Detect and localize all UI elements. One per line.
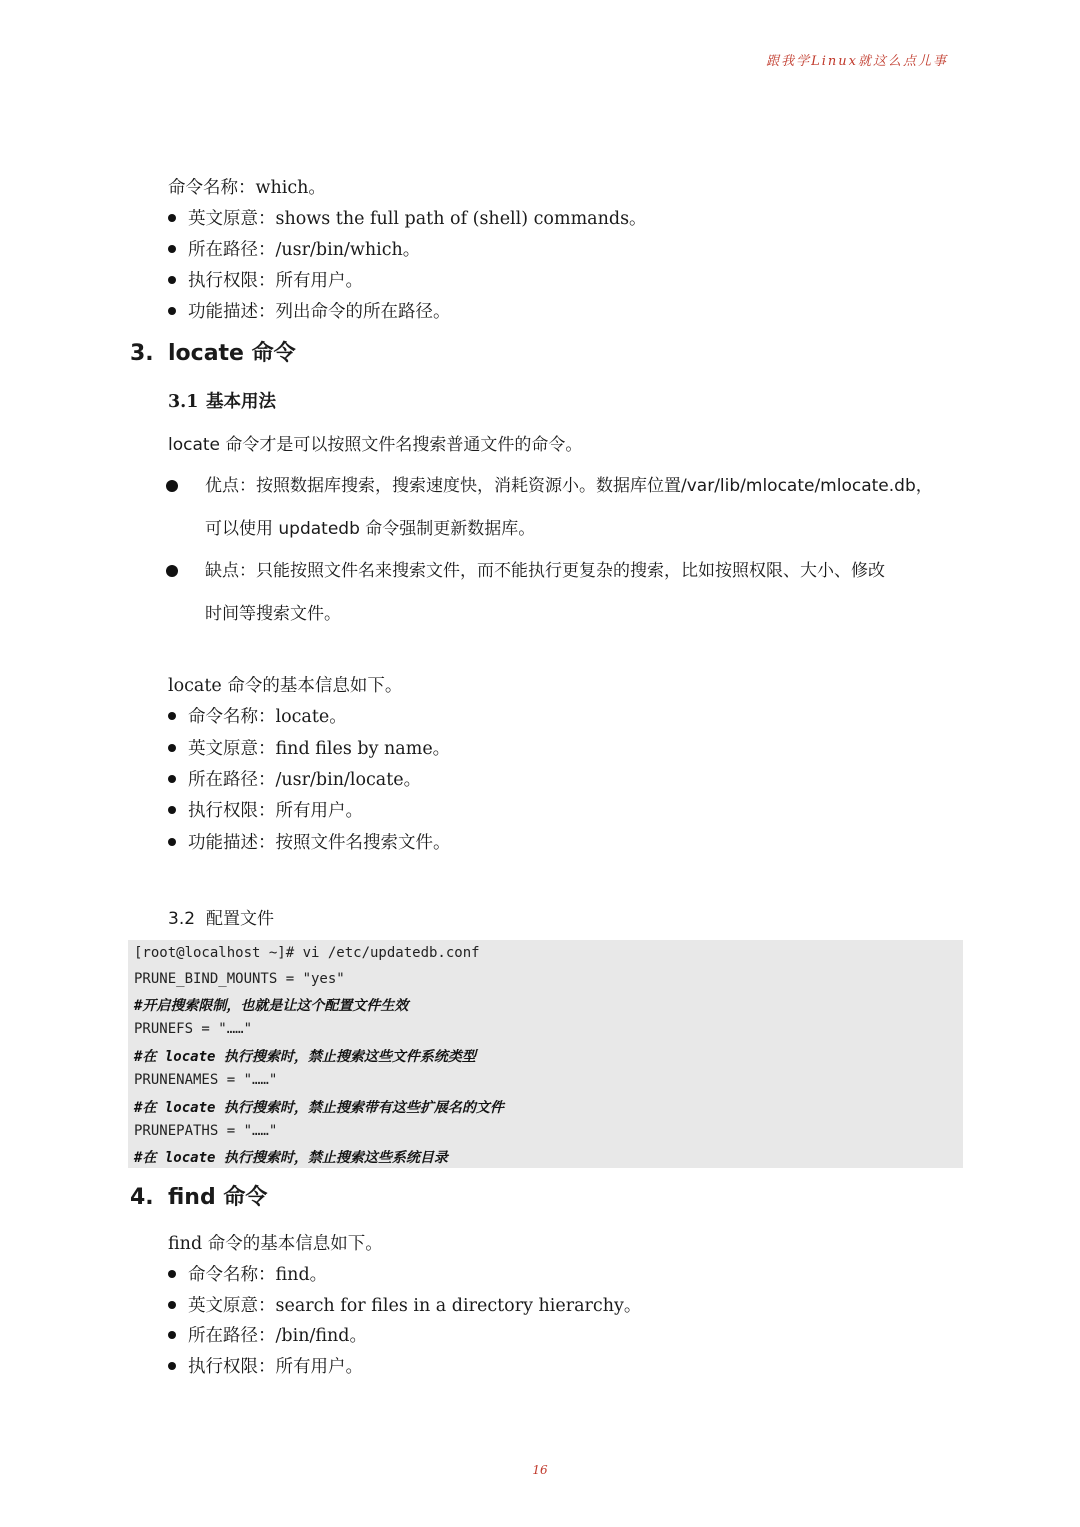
heading-text: locate 命令 — [168, 341, 296, 366]
code-comment: #在 locate 执行搜索时，禁止搜索这些系统目录 — [134, 1150, 448, 1166]
section-heading-find — [130, 1183, 267, 1213]
heading-text: find 命令 — [168, 1185, 268, 1210]
bullet-text: 功能描述：按照文件名搜索文件。 — [188, 833, 451, 853]
code-comment: #开启搜索限制，也就是让这个配置文件生效 — [134, 998, 409, 1014]
bullet-dot — [166, 565, 178, 577]
bullet-dot — [168, 838, 176, 846]
page-number: 16 — [532, 1463, 548, 1477]
bullet-dot — [168, 1362, 176, 1370]
pros-bullet — [166, 465, 966, 551]
locate-info-intro: locate 命令的基本信息如下。 — [168, 676, 403, 696]
locate-bullet — [168, 830, 451, 856]
which-bullet — [168, 268, 363, 294]
code-line: PRUNEPATHS = "……" — [134, 1123, 278, 1139]
bullet-dot — [168, 775, 176, 783]
subheading-number: 3.1 — [168, 392, 199, 412]
code-line: PRUNE_BIND_MOUNTS = "yes" — [134, 971, 345, 987]
bullet-text: 英文原意：find files by name。 — [188, 739, 451, 759]
locate-bullet — [168, 736, 450, 762]
code-line: PRUNEFS = "……" — [134, 1021, 253, 1037]
subheading-text: 基本用法 — [206, 392, 276, 412]
bullet-text: 执行权限：所有用户。 — [188, 1357, 363, 1377]
bullet-text: 所在路径：/usr/bin/locate。 — [188, 770, 422, 790]
bullet-text: 命令名称：locate。 — [188, 707, 347, 727]
section-heading-locate — [130, 339, 296, 369]
bullet-text: 所在路径：/bin/find。 — [188, 1326, 368, 1346]
locate-bullet — [168, 798, 363, 824]
bullet-text: 所在路径：/usr/bin/which。 — [188, 240, 421, 260]
running-header: 跟我学Linux就这么点儿事 — [766, 54, 948, 69]
bullet-text: 功能描述：列出命令的所在路径。 — [188, 302, 451, 322]
code-line: [root@localhost ~]# vi /etc/updatedb.conf — [134, 945, 480, 961]
bullet-dot — [168, 245, 176, 253]
bullet-dot — [168, 214, 176, 222]
which-bullet — [168, 237, 420, 263]
locate-bullet — [168, 767, 421, 793]
find-bullet — [168, 1262, 327, 1288]
bullet-dot — [168, 307, 176, 315]
bullet-dot — [168, 806, 176, 814]
which-bullet — [168, 299, 451, 325]
pros-line-2: 可以使用 updatedb 命令强制更新数据库。 — [205, 519, 536, 539]
subheading-config-file — [168, 906, 274, 932]
find-bullet — [168, 1354, 363, 1380]
subheading-text: 配置文件 — [206, 909, 274, 929]
subheading-number: 3.2 — [168, 909, 196, 929]
code-block — [128, 940, 963, 1168]
locate-bullet — [168, 704, 347, 730]
pros-line-1: 优点：按照数据库搜索，搜索速度快，消耗资源小。数据库位置/var/lib/mlocate/mlocate.db， — [205, 476, 933, 496]
bullet-text: 执行权限：所有用户。 — [188, 801, 363, 821]
locate-intro: locate 命令才是可以按照文件名搜索普通文件的命令。 — [168, 435, 583, 455]
bullet-text: 执行权限：所有用户。 — [188, 271, 363, 291]
bullet-dot — [168, 744, 176, 752]
bullet-text: 命令名称：find。 — [188, 1265, 328, 1285]
heading-number: 3. — [130, 341, 154, 366]
find-bullet — [168, 1293, 641, 1319]
which-name-line: 命令名称：which。 — [168, 178, 326, 198]
bullet-dot — [168, 712, 176, 720]
bullet-dot — [168, 1331, 176, 1339]
code-comment: #在 locate 执行搜索时，禁止搜索这些文件系统类型 — [134, 1049, 476, 1065]
bullet-dot — [168, 1270, 176, 1278]
cons-bullet — [166, 550, 966, 636]
cons-line-1: 缺点：只能按照文件名来搜索文件，而不能执行更复杂的搜索，比如按照权限、大小、修改 — [205, 561, 885, 581]
code-comment: #在 locate 执行搜索时，禁止搜索带有这些扩展名的文件 — [134, 1100, 504, 1116]
find-bullet — [168, 1323, 367, 1349]
find-intro: find 命令的基本信息如下。 — [168, 1234, 383, 1254]
heading-number: 4. — [130, 1185, 154, 1210]
bullet-dot — [168, 276, 176, 284]
bullet-dot — [168, 1301, 176, 1309]
bullet-text: 英文原意：shows the full path of (shell) commands。 — [188, 209, 647, 229]
bullet-dot — [166, 480, 178, 492]
which-bullet — [168, 206, 647, 232]
code-line: PRUNENAMES = "……" — [134, 1072, 278, 1088]
cons-line-2: 时间等搜索文件。 — [205, 604, 341, 624]
subheading-basic-usage — [168, 389, 276, 415]
bullet-text: 英文原意：search for files in a directory hierarchy。 — [188, 1296, 642, 1316]
